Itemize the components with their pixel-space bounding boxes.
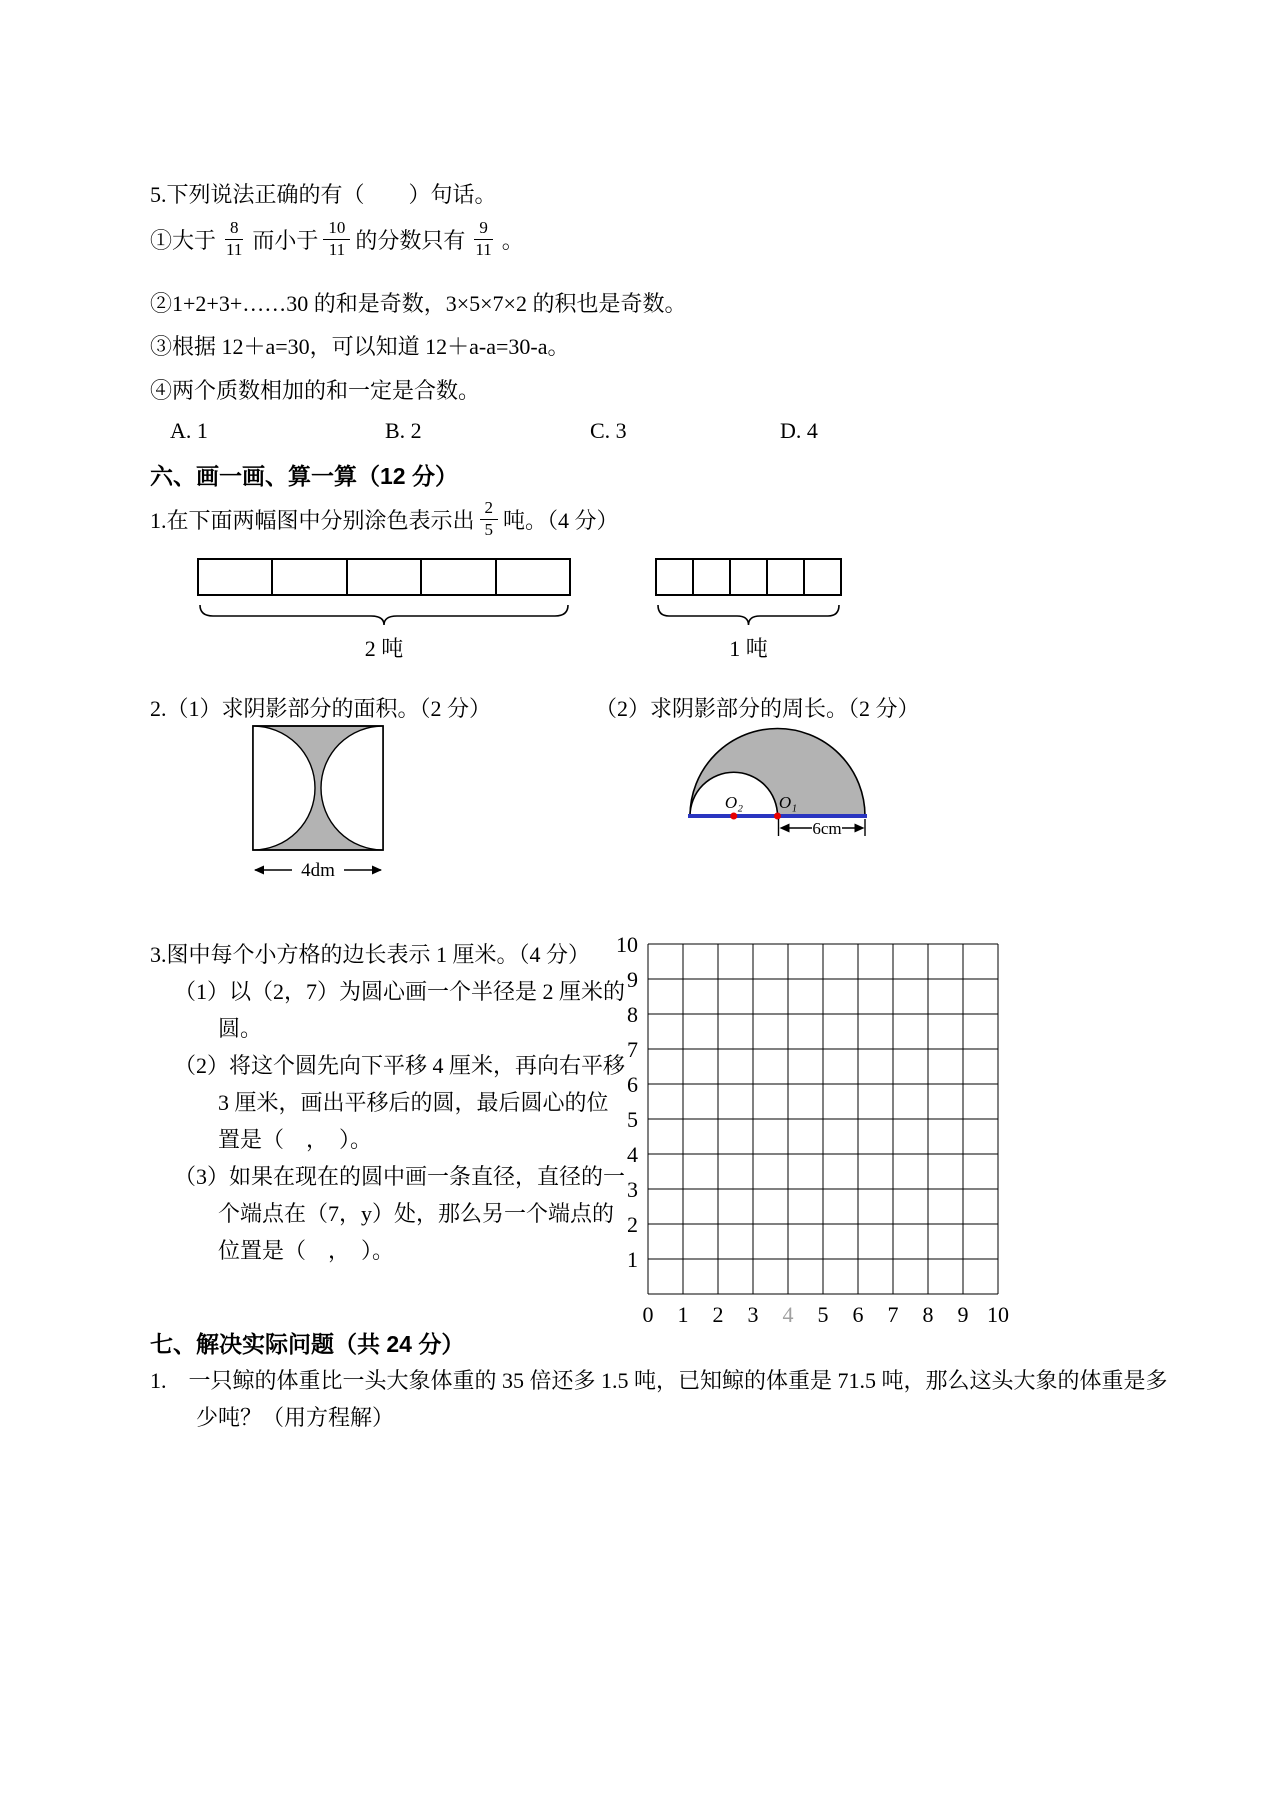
y-label: 9 <box>627 967 638 992</box>
y-label: 10 <box>616 936 638 957</box>
arrowhead-right-icon <box>855 824 865 833</box>
dim-label-6cm: 6cm <box>812 819 842 838</box>
fraction-bar-large <box>197 558 571 596</box>
arrowhead-left-icon <box>780 824 790 833</box>
y-label: 8 <box>627 1002 638 1027</box>
bar-cell <box>273 560 347 594</box>
bar-cell <box>694 560 731 594</box>
bar-cell <box>657 560 694 594</box>
arrowhead-left-icon <box>254 866 264 875</box>
frac-numerator: 8 <box>225 218 244 239</box>
fraction-2-5 <box>480 498 499 540</box>
y-label: 3 <box>627 1177 638 1202</box>
y-label: 6 <box>627 1072 638 1097</box>
x-label-muted: 4 <box>782 1302 794 1327</box>
fraction-8-11 <box>221 218 247 260</box>
fraction-bar-small <box>655 558 842 596</box>
center-dot-o1 <box>774 813 781 820</box>
bar-cell <box>348 560 422 594</box>
bar-label-2t: 2 吨 <box>364 636 404 661</box>
center-label-o1: O₁ <box>778 793 798 812</box>
bar-cell <box>768 560 805 594</box>
x-label: 9 <box>957 1302 969 1327</box>
x-label: 8 <box>922 1302 934 1327</box>
section7-title: 七、解决实际问题（共 24 分） <box>150 1331 465 1357</box>
bar-cell <box>422 560 496 594</box>
y-axis-labels <box>616 936 638 1272</box>
q5-item1-p2: 而小于 <box>252 227 319 253</box>
q5-item1-p1: ①大于 <box>150 227 217 253</box>
bar-cell <box>199 560 273 594</box>
bar-cell <box>497 560 569 594</box>
x-label: 7 <box>887 1302 899 1327</box>
x-label: 10 <box>987 1302 1009 1327</box>
underbrace-large <box>197 601 571 628</box>
x-label: 0 <box>642 1302 654 1327</box>
dim-label-4dm: 4dm <box>301 860 335 881</box>
s6-q3-stem: 3.图中每个小方格的边长表示 1 厘米。（4 分） <box>150 942 591 967</box>
s6-q1-p1: 1.在下面两幅图中分别涂色表示出 <box>150 507 475 533</box>
s6-q3-sub2: （2）将这个圆先向下平移 4 厘米，再向右平移 3 厘米，画出平移后的圆，最后圆心的位置是（ ， ）。 <box>174 1053 626 1152</box>
bar-label-1t: 1 吨 <box>729 636 768 661</box>
grid-lines <box>648 944 998 1294</box>
s6-q2-right-title: （2）求阴影部分的周长。（2 分） <box>595 696 920 721</box>
bar-cell <box>731 560 768 594</box>
q5-item4: ④两个质数相加的和一定是合数。 <box>150 378 481 403</box>
y-label: 1 <box>627 1247 638 1272</box>
s7-q1: 1. 一只鲸的体重比一头大象体重的 35 倍还多 1.5 吨，已知鲸的体重是 71.5 吨，那么这头大象的体重是多少吨？（用方程解） <box>150 1368 1168 1430</box>
q5-item1-p3: 的分数只有 <box>355 227 466 253</box>
y-label: 4 <box>627 1142 638 1167</box>
option-b: B. 2 <box>385 418 422 443</box>
q5-item2: ②1+2+3+……30 的和是奇数，3×5×7×2 的积也是奇数。 <box>150 291 687 316</box>
option-d: D. 4 <box>780 418 818 443</box>
x-label: 6 <box>852 1302 864 1327</box>
frac-denominator: 11 <box>475 239 492 259</box>
fraction-9-11 <box>470 218 496 260</box>
frac-numerator: 9 <box>474 218 493 239</box>
shaded-square-figure <box>250 724 386 884</box>
frac-denominator: 11 <box>328 239 346 259</box>
s6-q3-block <box>150 936 630 1269</box>
frac-numerator: 10 <box>323 218 350 239</box>
x-label: 1 <box>677 1302 689 1327</box>
q5-item1 <box>150 210 524 268</box>
option-a: A. 1 <box>170 418 208 443</box>
coordinate-grid <box>608 936 1028 1334</box>
frac-numerator: 2 <box>480 498 499 519</box>
q5-item1-p4: 。 <box>501 227 524 253</box>
s6-q1-stem <box>150 492 619 546</box>
center-dot-o2 <box>730 813 737 820</box>
section6-title: 六、画一画、算一算（12 分） <box>150 463 458 489</box>
fraction-10-11 <box>323 218 350 260</box>
x-label: 3 <box>747 1302 759 1327</box>
semicircle-figure <box>678 716 883 844</box>
s6-q2-left-title: 2.（1）求阴影部分的面积。（2 分） <box>150 696 492 721</box>
y-label: 2 <box>627 1212 638 1237</box>
center-label-o2: O₂ <box>724 793 744 812</box>
frac-denominator: 11 <box>226 239 243 259</box>
x-label: 5 <box>817 1302 829 1327</box>
underbrace-small <box>655 601 842 628</box>
frac-denominator: 5 <box>484 519 494 539</box>
bar-cell <box>805 560 840 594</box>
y-label: 7 <box>627 1037 638 1062</box>
x-label: 2 <box>712 1302 724 1327</box>
q5-options-row <box>150 418 1050 448</box>
q5-item3: ③根据 12＋a=30，可以知道 12＋a-a=30-a。 <box>150 334 570 359</box>
x-axis-labels <box>643 1302 1010 1327</box>
arrowhead-right-icon <box>372 866 382 875</box>
y-label: 5 <box>627 1107 638 1132</box>
s6-q3-sub1: （1）以（2，7）为圆心画一个半径是 2 厘米的圆。 <box>174 979 626 1041</box>
q5-stem: 5.下列说法正确的有（ ）句话。 <box>150 182 497 207</box>
option-c: C. 3 <box>590 418 627 443</box>
s6-q1-p2: 吨。（4 分） <box>503 507 619 533</box>
s6-q3-sub3: （3）如果在现在的圆中画一条直径，直径的一个端点在（7，y）处，那么另一个端点的位置是（ ， ）。 <box>174 1164 626 1263</box>
